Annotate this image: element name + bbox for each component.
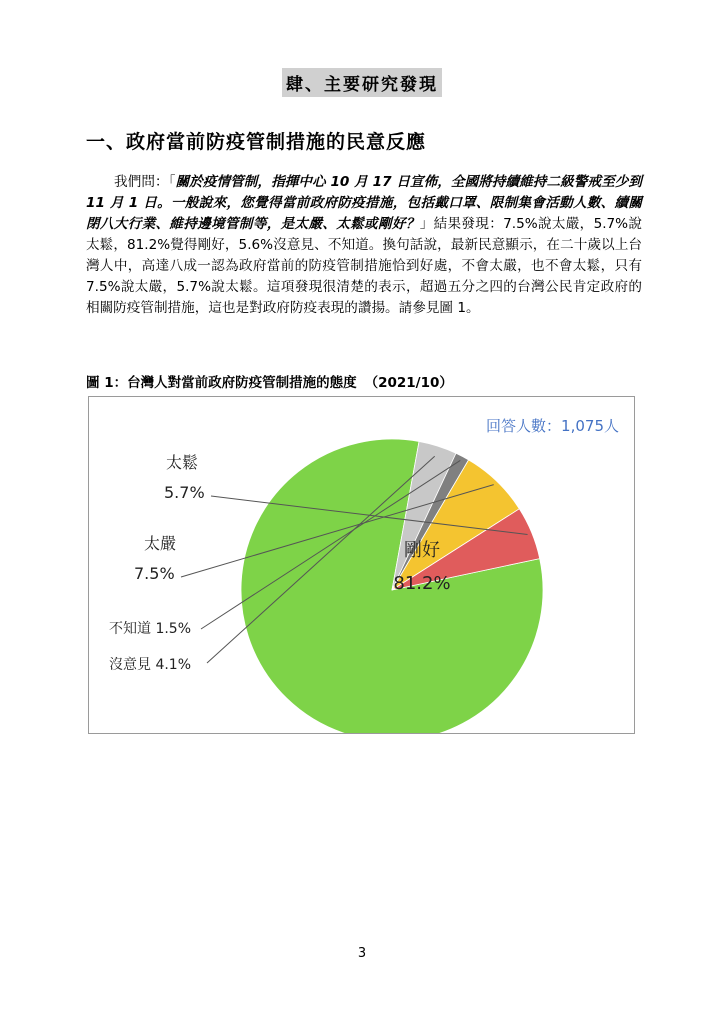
slice-label-3: 太嚴 <box>144 534 177 553</box>
page-number: 3 <box>357 946 367 961</box>
slice-label-2: 不知道 1.5% <box>109 621 192 637</box>
figure-caption <box>86 371 453 391</box>
slice-label-4: 太鬆 <box>166 453 199 472</box>
slice-label-1: 沒意見 4.1% <box>109 657 192 673</box>
body-paragraph <box>86 172 642 319</box>
pie-chart-frame <box>88 396 635 734</box>
slice-value-4: 5.7% <box>164 483 205 502</box>
paragraph-intro: 我們問：「 <box>114 174 176 190</box>
survey-question: 關於疫情管制，指揮中心 10 月 17 日宣佈，全國將持續維持二級警戒至少到 11 月 1 日。一般說來，您覺得當前政府防疫措施，包括戴口罩、限制集會活動人數、續關閉八大行業、維持邊境管制等，是太嚴、太鬆或剛好？ <box>86 174 642 232</box>
paragraph-findings: 」結果發現：7.5%說太嚴，5.7%說太鬆，81.2%覺得剛好，5.6%沒意見、不知道。換句話說，最新民意顯示，在二十歲以上台灣人中，高達八成一認為政府當前的防疫管制措施恰到好處，不會太嚴，也不會太鬆，只有 7.5%說太嚴，5.7%說太鬆。這項發現很清楚的表示，超過五分之四的台灣公民肯定政府的相關防疫管制措施，這也是對政府防疫表現的讚揚。請參見圖 1。 <box>86 216 643 316</box>
pie-chart <box>89 397 634 733</box>
slice-value-0: 81.2% <box>393 573 451 594</box>
figure-caption-text: 圖 1：台灣人對當前政府防疫管制措施的態度 <box>86 375 357 391</box>
chapter-title <box>0 68 724 97</box>
slice-value-3: 7.5% <box>134 564 175 583</box>
respondent-count: 回答人數：1,075人 <box>486 417 619 435</box>
figure-caption-year: （2021/10） <box>364 375 453 391</box>
slice-label-0: 剛好 <box>404 540 440 561</box>
chapter-title-text: 肆、主要研究發現 <box>282 68 442 97</box>
section-title: 一、政府當前防疫管制措施的民意反應 <box>86 131 427 153</box>
